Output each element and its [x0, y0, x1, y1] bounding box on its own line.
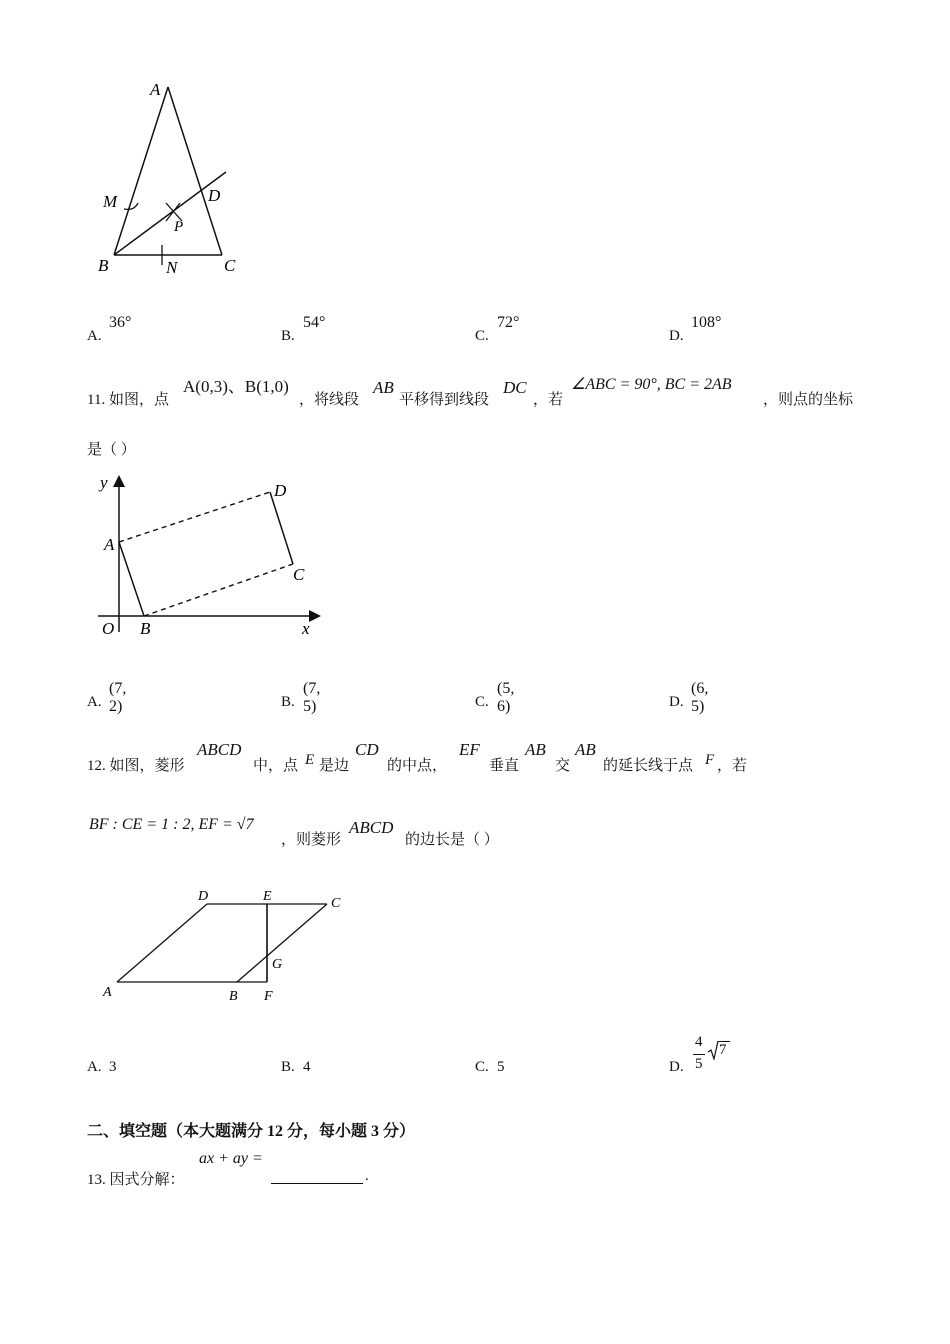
option-letter: A. — [87, 694, 102, 710]
q12-condition: BF : CE = 1 : 2, EF = √7 — [89, 816, 254, 833]
option-letter: A. — [87, 328, 102, 344]
q11-seg2: DC — [503, 378, 527, 397]
option-value: (5, 6) — [497, 680, 515, 715]
q11-points: A(0,3)、B(1,0) — [183, 377, 289, 396]
q11-mid1: ，将线段 — [299, 392, 360, 408]
option-letter: D. — [669, 328, 684, 344]
coordinate-figure-q11 — [90, 470, 330, 645]
q12-shape: ABCD — [197, 740, 242, 759]
q12-shape2: ABCD — [349, 818, 394, 837]
option-value: (7, 5) — [303, 680, 321, 715]
q13-end: . — [365, 1168, 369, 1184]
q11-options — [87, 680, 847, 716]
q11-suffix: ，则点的坐标 — [763, 392, 854, 408]
option-value: 54° — [303, 314, 326, 331]
q12-prefix: 12. 如图，菱形 — [87, 758, 185, 774]
q12-seg1: CD — [355, 740, 379, 759]
q12-t7: ，若 — [717, 758, 748, 774]
fig11-label-y: y — [100, 473, 108, 492]
q12-t9: 的边长是（ ） — [405, 832, 499, 848]
q12-seg2: EF — [459, 740, 480, 759]
fig12-label-E: E — [263, 889, 272, 904]
fig12-label-B: B — [229, 989, 238, 1004]
option-letter: B. — [281, 694, 295, 710]
q12-point-f: F — [705, 752, 715, 768]
fig12-label-G: G — [272, 957, 283, 972]
fig12-label-D: D — [198, 889, 209, 904]
q12-t8: ，则菱形 — [281, 832, 342, 848]
q12-options — [87, 1034, 847, 1084]
q13-expression: ax + ay = — [199, 1150, 263, 1167]
fig11-label-C: C — [293, 565, 305, 584]
option-value: 4 — [303, 1059, 311, 1075]
fig10-label-C: C — [224, 256, 236, 275]
fraction-denominator: 5 — [695, 1056, 703, 1072]
q12-t1: 中，点 — [253, 758, 299, 774]
q12-t5: 交 — [555, 758, 571, 774]
option-value: 5 — [497, 1059, 505, 1075]
q12-t6: 的延长线于点 — [603, 758, 694, 774]
option-letter: B. — [281, 328, 295, 344]
q13-answer-blank[interactable] — [271, 1182, 363, 1184]
q11-stem — [87, 370, 877, 460]
fig10-label-A: A — [150, 80, 161, 99]
option-value: 36° — [109, 314, 132, 331]
option-value: (6, 5) — [691, 680, 709, 715]
option-value: (7, 2) — [109, 680, 127, 715]
q11-line2: 是（ ） — [87, 442, 136, 458]
fraction-numerator: 4 — [695, 1034, 703, 1050]
fig10-label-D: D — [208, 186, 221, 205]
q10-options — [87, 314, 847, 350]
option-value: 72° — [497, 314, 520, 331]
fig10-label-N: N — [166, 258, 178, 277]
triangle-figure-q10 — [90, 75, 260, 285]
option-letter: B. — [281, 1059, 295, 1075]
option-letter: D. — [669, 1059, 684, 1075]
q12-t2: 是边 — [319, 758, 350, 774]
option-letter: C. — [475, 328, 489, 344]
rhombus-figure-q12 — [95, 880, 355, 1010]
option-letter: D. — [669, 694, 684, 710]
q12-seg3: AB — [525, 740, 546, 759]
fig12-label-F: F — [264, 989, 273, 1004]
option-letter: C. — [475, 1059, 489, 1075]
option-value: 3 — [109, 1059, 117, 1075]
q11-seg1: AB — [373, 378, 394, 397]
q13-prefix: 13. 因式分解： — [87, 1172, 185, 1188]
q11-mid2: 平移得到线段 — [399, 392, 490, 408]
option-value: 108° — [691, 314, 722, 331]
q11-condition: ∠ABC = 90°, BC = 2AB — [571, 376, 732, 393]
fig11-label-B: B — [140, 619, 151, 638]
q11-prefix: 11. 如图，点 — [87, 392, 169, 408]
q12-t3: 的中点， — [387, 758, 448, 774]
q12-seg4: AB — [575, 740, 596, 759]
q12-t4: 垂直 — [489, 758, 520, 774]
q13 — [87, 1148, 487, 1192]
fig11-label-x: x — [302, 619, 310, 638]
q11-mid3: ，若 — [533, 392, 564, 408]
q12-point-e: E — [305, 752, 315, 768]
fig10-label-P: P — [174, 219, 184, 235]
fig11-label-D: D — [274, 481, 287, 500]
q12-stem — [87, 736, 877, 851]
option-letter: C. — [475, 694, 489, 710]
fig11-label-A: A — [104, 535, 115, 554]
fig12-label-A: A — [103, 985, 112, 1000]
section-2-title: 二、填空题（本大题满分 12 分，每小题 3 分） — [87, 1123, 416, 1140]
option-letter: A. — [87, 1059, 102, 1075]
sqrt-icon — [707, 1040, 719, 1060]
fraction-bar — [693, 1054, 705, 1055]
fig11-label-O: O — [102, 619, 115, 638]
radicand: 7 — [719, 1042, 727, 1058]
fig10-label-B: B — [98, 256, 109, 275]
fig12-label-C: C — [331, 896, 341, 911]
fig10-label-M: M — [103, 192, 118, 211]
